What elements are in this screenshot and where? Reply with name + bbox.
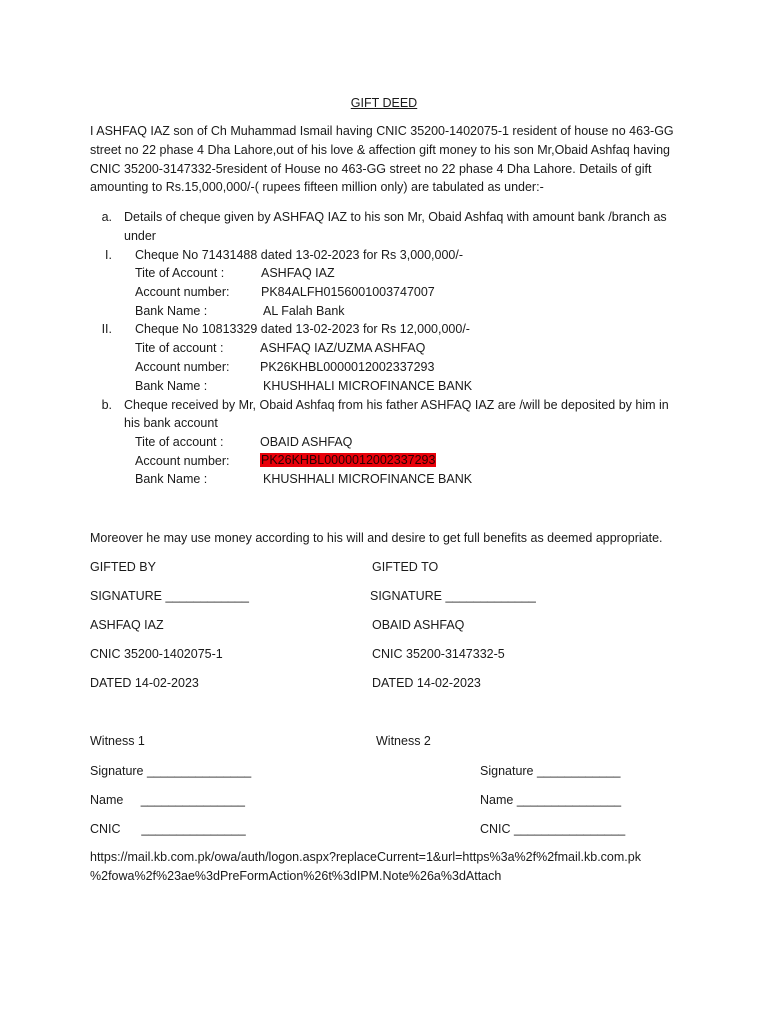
bank-name-value: AL Falah Bank [263, 304, 345, 318]
highlighted-account-number: PK26KHBL0000012002337293 [261, 453, 436, 467]
gifted-by-heading: GIFTED BY [90, 560, 156, 574]
item-b-line: Cheque received by Mr, Obaid Ashfaq from his father ASHFAQ IAZ are /will be deposited by him in [124, 398, 669, 412]
item-a-line: under [124, 229, 156, 243]
witness-2-name: Name _______________ [480, 793, 622, 807]
intro-line: amounting to Rs.15,000,000/-( rupees fifteen million only) are tabulated as under:- [90, 180, 544, 195]
account-number-label: Account number: [135, 360, 230, 374]
cheque-2-text: Cheque No 10813329 dated 13-02-2023 for Rs 12,000,000/- [135, 322, 470, 336]
cheque-1-text: Cheque No 71431488 dated 13-02-2023 for Rs 3,000,000/- [135, 248, 464, 262]
document-title: GIFT DEED [350, 96, 418, 110]
intro-line: I ASHFAQ IAZ son of Ch Muhammad Ismail having CNIC 35200-1402075-1 resident of house no 463-GG [90, 124, 674, 138]
list-marker-ii: II. [101, 322, 112, 336]
gifted-to-signature: SIGNATURE _____________ [370, 589, 536, 603]
account-title-value: ASHFAQ IAZ/UZMA ASHFAQ [260, 341, 426, 355]
item-a-line: Details of cheque given by ASHFAQ IAZ to his son Mr, Obaid Ashfaq with amount bank /branch as [124, 210, 667, 224]
account-title-label: Tite of Account : [135, 266, 225, 280]
gifted-by-dated: DATED 14-02-2023 [90, 676, 199, 690]
account-number-label: Account number: [135, 454, 230, 468]
source-url-line: https://mail.kb.com.pk/owa/auth/logon.aspx?replaceCurrent=1&url=https%3a%2f%2fmail.kb.com.pk [90, 850, 641, 864]
account-number-value: PK84ALFH0156001003747007 [261, 285, 435, 299]
bank-name-label: Bank Name : [135, 304, 208, 318]
bank-name-label: Bank Name : [135, 472, 208, 486]
account-number-label: Account number: [135, 285, 230, 299]
gifted-to-cnic: CNIC 35200-3147332-5 [372, 647, 505, 661]
witness-2-heading: Witness 2 [376, 734, 431, 748]
witness-1-signature: Signature _______________ [90, 764, 252, 778]
bank-name-value: KHUSHHALI MICROFINANCE BANK [263, 472, 473, 486]
gifted-to-dated: DATED 14-02-2023 [372, 676, 481, 690]
account-title-value: OBAID ASHFAQ [260, 435, 353, 449]
account-title-value: ASHFAQ IAZ [261, 266, 335, 280]
gifted-by-cnic: CNIC 35200-1402075-1 [90, 647, 223, 661]
account-title-label: Tite of account : [135, 435, 224, 449]
witness-2-signature: Signature ____________ [480, 764, 621, 778]
gifted-by-signature: SIGNATURE ____________ [90, 589, 249, 603]
witness-2-cnic: CNIC ________________ [480, 822, 626, 836]
witness-1-cnic: CNIC _______________ [90, 822, 246, 836]
account-title-label: Tite of account : [135, 341, 224, 355]
witness-1-heading: Witness 1 [90, 734, 145, 748]
moreover-paragraph: Moreover he may use money according to his will and desire to get full benefits as deemed appropriate. [90, 531, 663, 545]
list-marker-a: a. [101, 210, 112, 224]
list-marker-i: I. [105, 248, 112, 262]
intro-line: CNIC 35200-3147332-5resident of House no 463-GG street no 22 phase 4 Dha Lahore. Details of gift [90, 161, 652, 176]
list-marker-b: b. [101, 398, 112, 412]
bank-name-label: Bank Name : [135, 379, 208, 393]
item-b-line: his bank account [124, 416, 218, 430]
intro-line: street no 22 phase 4 Dha Lahore,out of his love & affection gift money to his son Mr,Obaid Ashfaq having [90, 142, 670, 157]
intro-paragraph [90, 122, 690, 197]
witness-1-name: Name _______________ [90, 793, 245, 807]
gifted-by-name: ASHFAQ IAZ [90, 618, 164, 632]
account-number-value: PK26KHBL0000012002337293 [260, 360, 435, 374]
gifted-to-heading: GIFTED TO [372, 560, 439, 574]
bank-name-value: KHUSHHALI MICROFINANCE BANK [263, 379, 473, 393]
source-url-line: %2fowa%2f%23ae%3dPreFormAction%26t%3dIPM.Note%26a%3dAttach [90, 869, 502, 883]
gifted-to-name: OBAID ASHFAQ [372, 618, 465, 632]
